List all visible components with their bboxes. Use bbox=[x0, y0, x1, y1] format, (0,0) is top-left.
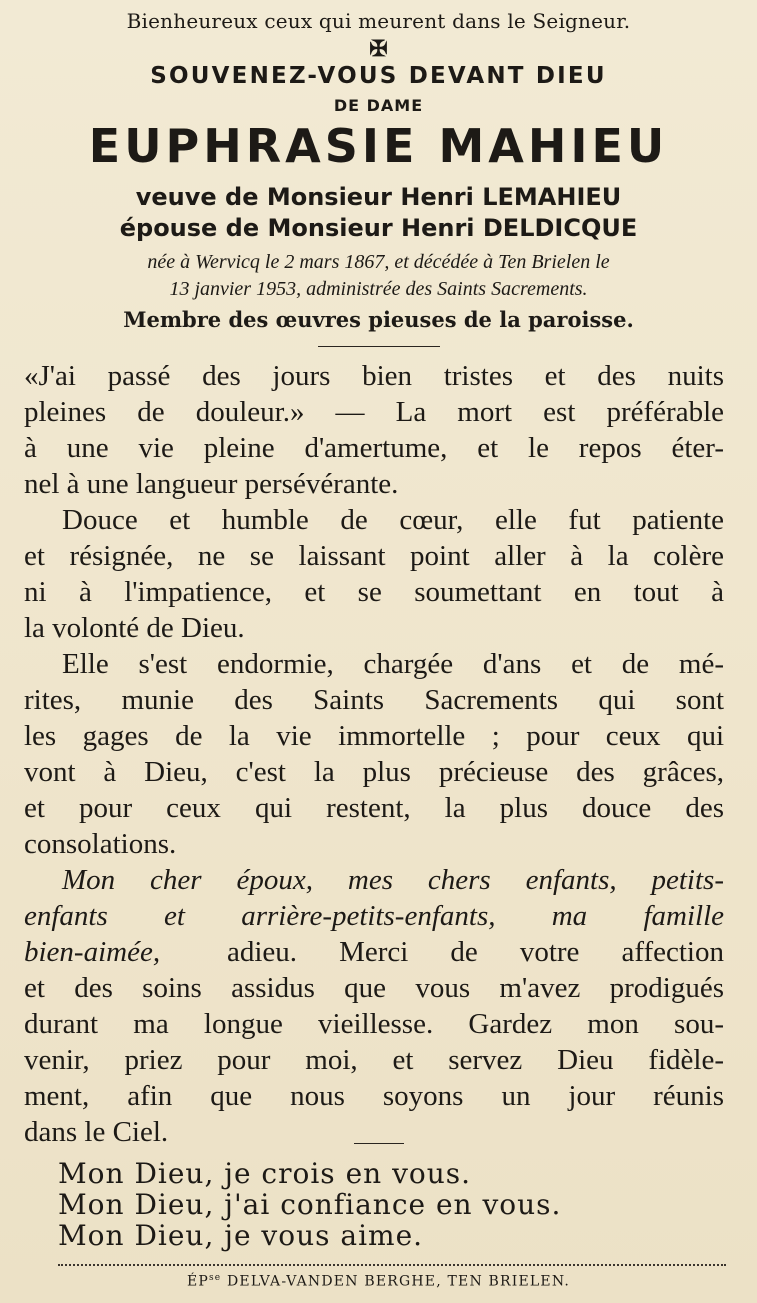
body-line: ment, afin que nous soyons un jour réunis bbox=[24, 1080, 724, 1112]
prayer-line-hope: Mon Dieu, j'ai confiance en vous. bbox=[58, 1188, 562, 1221]
body-line: vont à Dieu, c'est la plus précieuse des grâces, bbox=[24, 756, 724, 788]
body-line: durant ma longue vieillesse. Gardez mon sou- bbox=[24, 1008, 724, 1040]
deceased-name: EUPHRASIE MAHIEU bbox=[88, 119, 669, 173]
beatitude-text: Bienheureux ceux qui meurent dans le Seigneur. bbox=[126, 9, 631, 33]
prayer-line-love: Mon Dieu, je vous aime. bbox=[58, 1219, 424, 1252]
body-line: ni à l'impatience, et se soumettant en tout à bbox=[24, 576, 724, 608]
prayer-divider bbox=[354, 1143, 404, 1144]
body-line: consolations. bbox=[24, 828, 177, 860]
header-divider bbox=[318, 346, 440, 347]
body-line: rites, munie des Saints Sacrements qui sont bbox=[24, 684, 724, 716]
printer-credit bbox=[0, 1273, 757, 1290]
birth-death-line-2: 13 janvier 1953, administrée des Saints Sacrements. bbox=[169, 278, 588, 300]
body-line: «J'ai passé des jours bien tristes et des nuits bbox=[24, 360, 724, 392]
parish-member-line: Membre des œuvres pieuses de la paroisse. bbox=[123, 307, 634, 332]
prayer-line-faith: Mon Dieu, je crois en vous. bbox=[58, 1157, 472, 1190]
body-line: pleines de douleur.» — La mort est préférable bbox=[24, 396, 724, 428]
printer-prefix: ÉP bbox=[186, 1273, 209, 1290]
body-line: les gages de la vie immortelle ; pour ceux qui bbox=[24, 720, 724, 752]
printer-name: DELVA-VANDEN BERGHE, TEN BRIELEN. bbox=[227, 1273, 571, 1290]
de-dame-label: DE DAME bbox=[333, 96, 424, 115]
body-line: la volonté de Dieu. bbox=[24, 612, 245, 644]
body-line-italic: enfants et arrière-petits-enfants, ma famille bbox=[24, 900, 724, 932]
body-line: à une vie pleine d'amertume, et le repos éter- bbox=[24, 432, 724, 464]
widow-of-line: veuve de Monsieur Henri LEMAHIEU bbox=[135, 183, 622, 211]
body-line: et des soins assidus que vous m'avez prodigués bbox=[24, 972, 724, 1004]
body-line-italic: bien-aimée, bbox=[24, 936, 161, 968]
body-line: dans le Ciel. bbox=[24, 1116, 169, 1148]
body-line: adieu. Merci de votre affection bbox=[227, 936, 724, 968]
body-line: Douce et humble de cœur, elle fut patiente bbox=[62, 504, 724, 536]
body-line: venir, priez pour moi, et servez Dieu fidèle- bbox=[24, 1044, 724, 1076]
spouse-of-line: épouse de Monsieur Henri DELDICQUE bbox=[119, 214, 638, 242]
body-line: Elle s'est endormie, chargée d'ans et de mé- bbox=[62, 648, 724, 680]
printer-superscript: se bbox=[208, 1273, 222, 1283]
body-line: nel à une langueur persévérante. bbox=[24, 468, 399, 500]
body-line: et résignée, ne se laissant point aller à la colère bbox=[24, 540, 724, 572]
footer-divider bbox=[58, 1264, 726, 1266]
body-line-italic: Mon cher époux, mes chers enfants, petits- bbox=[62, 864, 724, 896]
birth-death-line-1: née à Wervicq le 2 mars 1867, et décédée à Ten Brielen le bbox=[147, 251, 610, 273]
cross-icon: ✠ bbox=[369, 36, 388, 62]
remember-heading: SOUVENEZ-VOUS DEVANT DIEU bbox=[150, 63, 607, 89]
body-line: et pour ceux qui restent, la plus douce des bbox=[24, 792, 724, 824]
